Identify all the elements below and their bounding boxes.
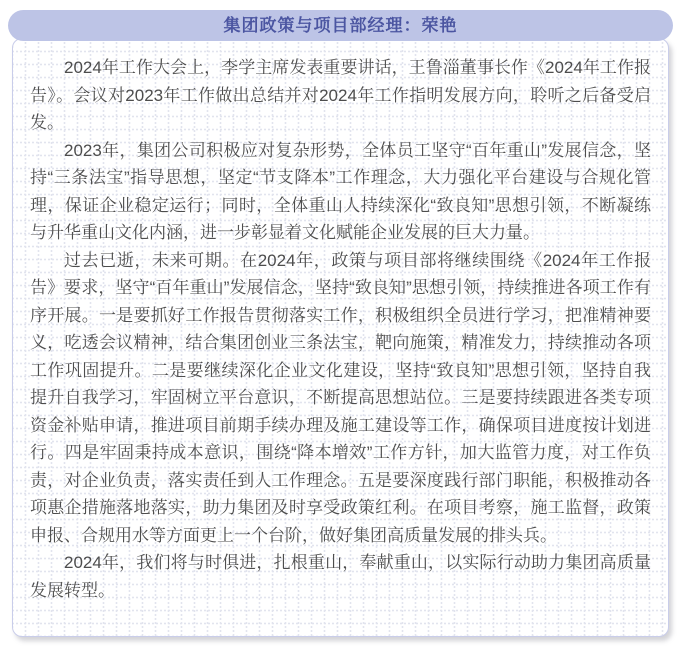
document-panel — [12, 38, 669, 637]
paragraph: 过去已逝，未来可期。在2024年，政策与项目部将继续围绕《2024年工作报告》要求，坚守“百年重山”发展信念，坚持“致良知”思想引领，持续推进各项工作有序开展。一是要抓好工作报告贯彻落实工作，积极组织全员进行学习，把准精神要义，吃透会议精神，结合集团创业三条法宝，靶向施策，精准发力，持续推动各项工作巩固提升。二是要继续深化企业文化建设，坚持“致良知”思想引领，坚持自我提升自我学习，牢固树立平台意识，不断提高思想站位。三是要持续跟进各类专项资金补贴申请，推进项目前期手续办理及施工建设等工作，确保项目进度按计划进行。四是牢固秉持成本意识，围绕“降本增效”工作方针，加大监管力度，对工作负责，对企业负责，落实责任到人工作理念。五是要深度践行部门职能，积极推动各项惠企措施落地落实，助力集团及时享受政策红利。在项目考察，施工监督，政策申报、合规用水等方面更上一个台阶，做好集团高质量发展的排头兵。 — [30, 250, 651, 545]
paragraph: 2024年，我们将与时俱进，扎根重山，奉献重山，以实际行动助力集团高质量发展转型。 — [30, 553, 651, 600]
paragraph: 2023年，集团公司积极应对复杂形势，全体员工坚守“百年重山”发展信念，坚持“三条法宝”指导思想，坚定“节支降本”工作理念，大力强化平台建设与合规化管理，保证企业稳定运行；同时，全体重山人持续深化“致良知”思想引领，不断凝练与升华重山文化内涵，进一步彰显着文化赋能企业发展的巨大力量。 — [30, 140, 651, 242]
paragraph: 2024年工作大会上，李学主席发表重要讲话，王鲁淄董事长作《2024年工作报告》。会议对2023年工作做出总结并对2024年工作指明发展方向，聆听之后备受启发。 — [30, 58, 651, 132]
document-body — [30, 54, 651, 604]
page-title: 集团政策与项目部经理：荣艳 — [223, 16, 458, 35]
header-banner — [8, 10, 673, 41]
